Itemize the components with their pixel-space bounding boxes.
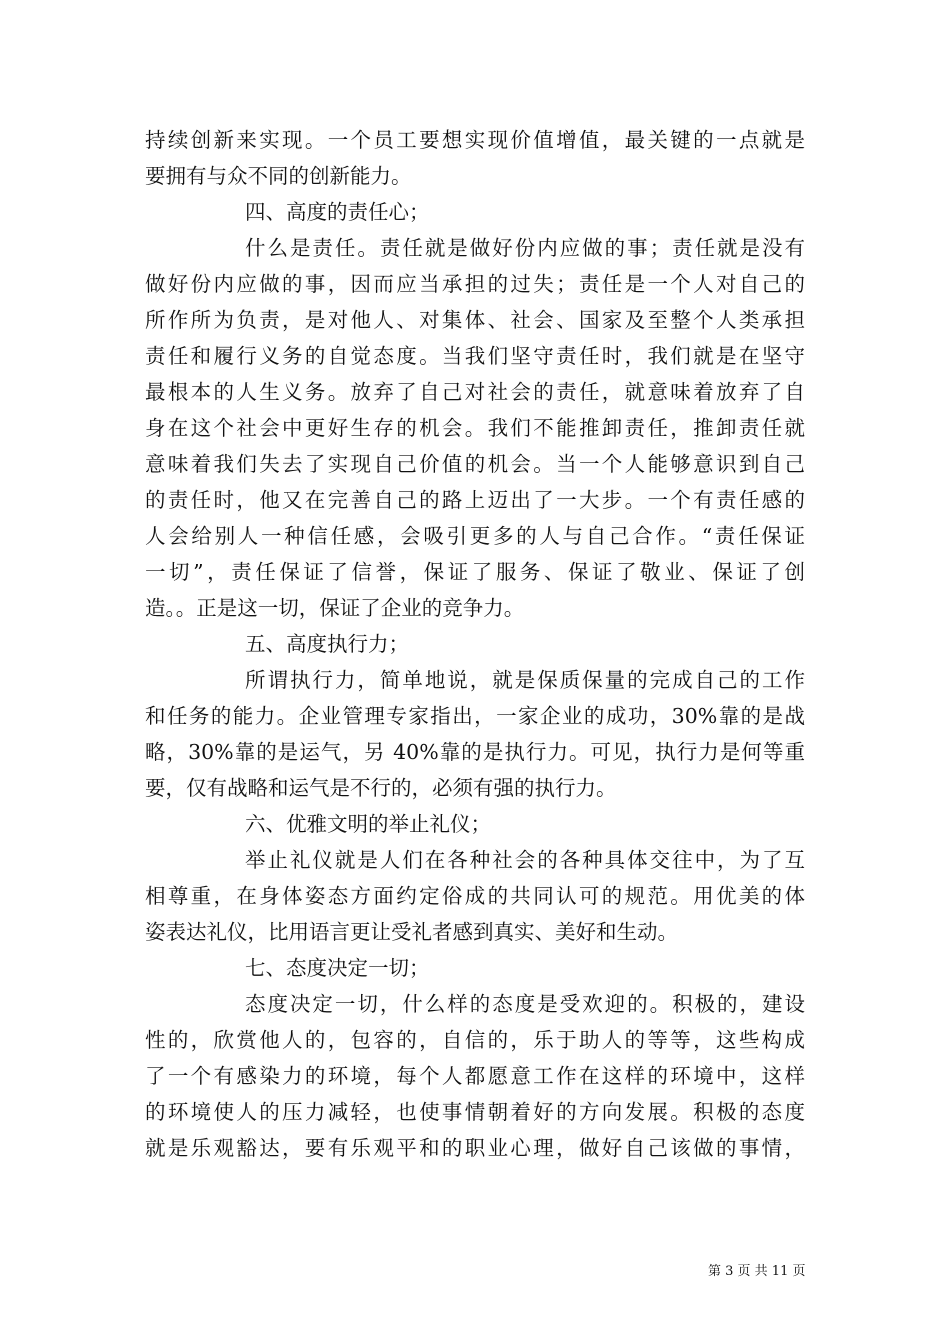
- paragraph-line: 责任和履行义务的自觉态度。当我们坚守责任时，我们就是在坚守: [145, 344, 805, 368]
- paragraph-line: 人会给别人一种信任感，会吸引更多的人与自己合作。“责任保证: [145, 524, 805, 548]
- section-heading-4: 四、高度的责任心；: [245, 200, 430, 224]
- paragraph-line: 就是乐观豁达，要有乐观平和的职业心理，做好自己该做的事情，: [145, 1136, 805, 1160]
- paragraph-line: 所谓执行力，简单地说，就是保质保量的完成自己的工作: [245, 668, 805, 692]
- paragraph-line: 的责任时，他又在完善自己的路上迈出了一大步。一个有责任感的: [145, 488, 805, 512]
- paragraph-line: 做好份内应做的事，因而应当承担的过失；责任是一个人对自己的: [145, 272, 805, 296]
- paragraph-line: 略，30%靠的是运气，另 40%靠的是执行力。可见，执行力是何等重: [145, 740, 805, 764]
- paragraph-line: 身在这个社会中更好生存的机会。我们不能推卸责任，推卸责任就: [145, 416, 805, 440]
- section-heading-5: 五、高度执行力；: [245, 632, 409, 656]
- paragraph-line: 了一个有感染力的环境，每个人都愿意工作在这样的环境中，这样: [145, 1064, 805, 1088]
- paragraph-line: 持续创新来实现。一个员工要想实现价值增值，最关键的一点就是: [145, 128, 805, 152]
- paragraph-line: 性的，欣赏他人的，包容的，自信的，乐于助人的等等，这些构成: [145, 1028, 805, 1052]
- section-heading-6: 六、优雅文明的举止礼仪；: [245, 812, 491, 836]
- paragraph-line: 一切”，责任保证了信誉，保证了服务、保证了敬业、保证了创: [145, 560, 805, 584]
- paragraph-line: 最根本的人生义务。放弃了自己对社会的责任，就意味着放弃了自: [145, 380, 805, 404]
- paragraph-line: 相尊重，在身体姿态方面约定俗成的共同认可的规范。用优美的体: [145, 884, 805, 908]
- paragraph-line: 的环境使人的压力减轻，也使事情朝着好的方向发展。积极的态度: [145, 1100, 805, 1124]
- paragraph-line: 姿表达礼仪，比用语言更让受礼者感到真实、美好和生动。: [145, 920, 678, 944]
- page-number-footer: 第 3 页 共 11 页: [708, 1264, 806, 1279]
- paragraph-line: 意味着我们失去了实现自己价值的机会。当一个人能够意识到自己: [145, 452, 805, 476]
- section-heading-7: 七、态度决定一切；: [245, 956, 430, 980]
- paragraph-line: 什么是责任。责任就是做好份内应做的事；责任就是没有: [245, 236, 805, 260]
- paragraph-line: 造。。正是这一切，保证了企业的竞争力。: [145, 596, 525, 620]
- paragraph-line: 要，仅有战略和运气是不行的，必须有强的执行力。: [145, 776, 617, 800]
- paragraph-line: 所作所为负责，是对他人、对集体、社会、国家及至整个人类承担: [145, 308, 805, 332]
- paragraph-line: 和任务的能力。企业管理专家指出，一家企业的成功，30%靠的是战: [145, 704, 805, 728]
- paragraph-line: 举止礼仪就是人们在各种社会的各种具体交往中，为了互: [245, 848, 805, 872]
- paragraph-line: 态度决定一切，什么样的态度是受欢迎的。积极的，建设: [245, 992, 805, 1016]
- paragraph-line: 要拥有与众不同的创新能力。: [145, 164, 412, 188]
